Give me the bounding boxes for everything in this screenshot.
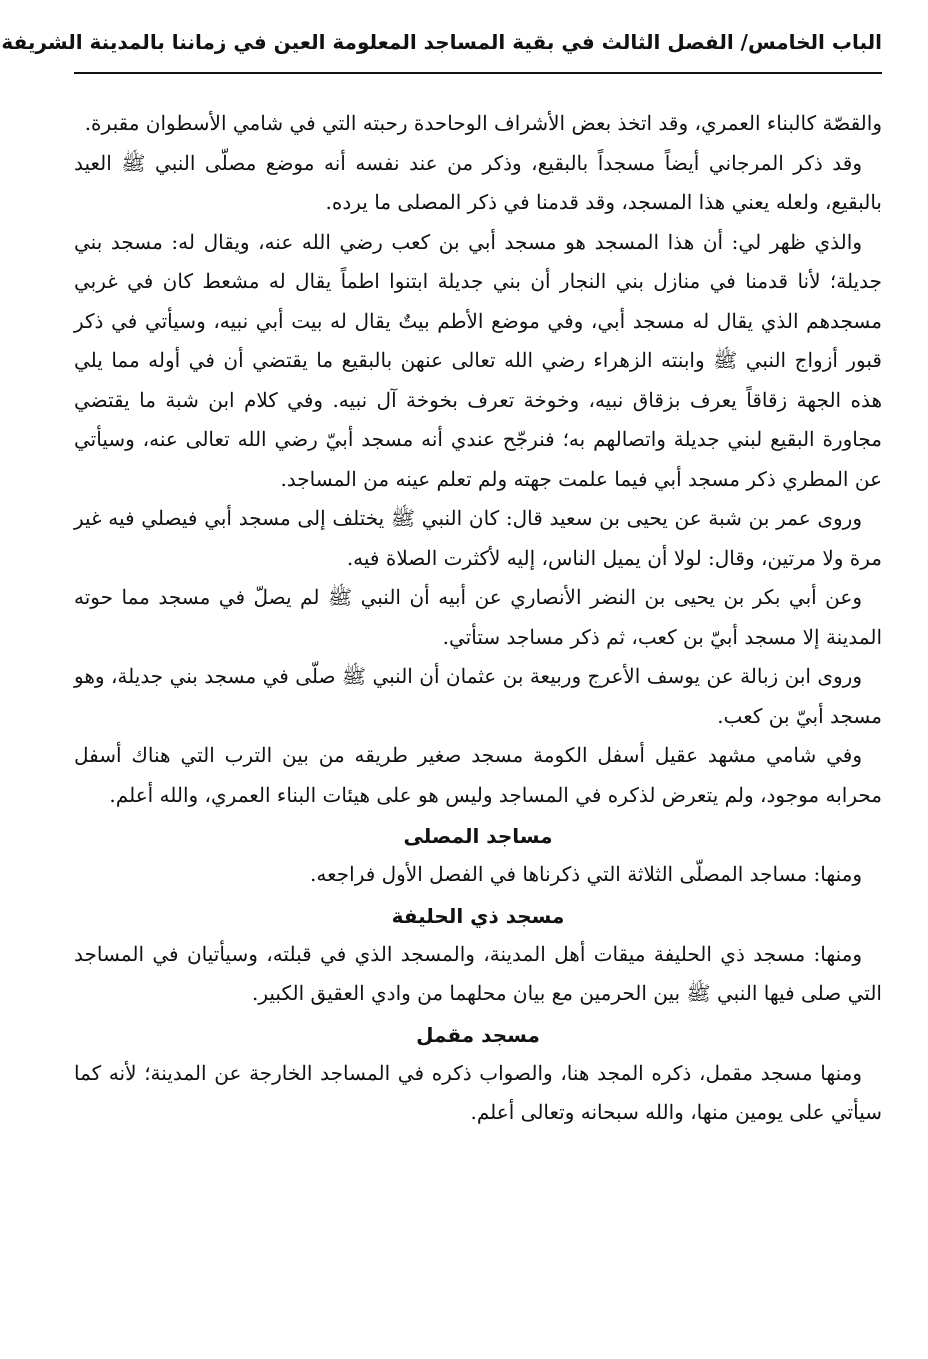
page-number — [0, 30, 1, 54]
running-header — [1, 30, 882, 74]
paragraph: ومنها مسجد مقمل، ذكره المجد هنا، والصواب ذكره في المساجد الخارجة عن المدينة؛ لأنه كما سيأتي على يومين منها، والله سبحانه وتعالى أعلم. — [74, 1060, 882, 1124]
paragraph: وروى عمر بن شبة عن يحيى بن سعيد قال: كان النبي ﷺ يختلف إلى مسجد أبي فيصلي فيه غير مرة ولا مرتين، وقال: لولا أن يميل الناس، إليه لأكثرت الصلاة فيه. — [74, 506, 882, 570]
section-heading: مساجد المصلى — [403, 824, 553, 848]
section-heading: مسجد ذي الحليفة — [391, 903, 565, 928]
paragraph: والقصّة كالبناء العمري، وقد اتخذ بعض الأشراف الوحاحدة رحبته التي في شامي الأسطوان مقبرة. — [84, 111, 882, 135]
paragraph: وعن أبي بكر بن يحيى بن النضر الأنصاري عن أبيه أن النبي ﷺ لم يصلّ في مسجد مما حوته المدينة إلا مسجد أبيّ بن كعب، ثم ذكر مساجد ستأتي. — [74, 585, 882, 649]
section-heading: مسجد مقمل — [416, 1022, 540, 1047]
paragraph: وقد ذكر المرجاني أيضاً مسجداً بالبقيع، وذكر من عند نفسه أنه موضع مصلّى النبي ﷺ العيد بالبقيع، ولعله يعني هذا المسجد، وقد قدمنا في ذكر المصلى ما يرده. — [74, 150, 882, 214]
running-title: الباب الخامس/ الفصل الثالث في بقية المساجد المعلومة العين في زماننا بالمدينة الشريفة — [1, 30, 882, 54]
body-text — [74, 104, 882, 1133]
book-page — [1, 30, 882, 1133]
paragraph: وفي شامي مشهد عقيل أسفل الكومة مسجد صغير طريقه من بين الترب التي هناك أسفل محرابه موجود، ولم يتعرض لذكره في المساجد وليس هو على هيئات البناء العمري، والله أعلم. — [74, 743, 882, 807]
paragraph: ومنها: مساجد المصلّى الثلاثة التي ذكرناها في الفصل الأول فراجعه. — [310, 862, 862, 886]
paragraph: ومنها: مسجد ذي الحليفة ميقات أهل المدينة، والمسجد الذي في قبلته، وسيأتيان في المساجد التي صلى فيها النبي ﷺ بين الحرمين مع بيان محلهما من وادي العقيق الكبير. — [74, 941, 882, 1005]
paragraph: والذي ظهر لي: أن هذا المسجد هو مسجد أبي بن كعب رضي الله عنه، ويقال له: مسجد بني جديلة؛ لأنا قدمنا في منازل بني النجار أن بني جديلة ابتنوا اطماً يقال له مشعط كان في غربي مسجدهم الذي يقال له مسجد أبي، وفي موضع الأطم بيتٌ يقال له بيت أبي نبيه، وسيأتي في ذكر قبور أزواج النبي ﷺ وابنته الزهراء رضي الله تعالى عنهن بالبقيع ما يقتضي أن في أوله مما يلي هذه الجهة زقاقاً يعرف بزقاق نبيه، وخوخة تعرف بخوخة آل نبيه. وفي كلام ابن شبة ما يقتضي مجاورة البقيع لبني جديلة واتصالهم به؛ فنرجّح عندي أنه مسجد أبيّ رضي الله تعالى عنه، وسيأتي عن المطري ذكر مسجد أبي فيما علمت جهته ولم تعلم عينه من المساجد. — [74, 229, 882, 491]
paragraph: وروى ابن زبالة عن يوسف الأعرج وربيعة بن عثمان أن النبي ﷺ صلّى في مسجد بني جديلة، وهو مسجد أبيّ بن كعب. — [74, 664, 882, 728]
